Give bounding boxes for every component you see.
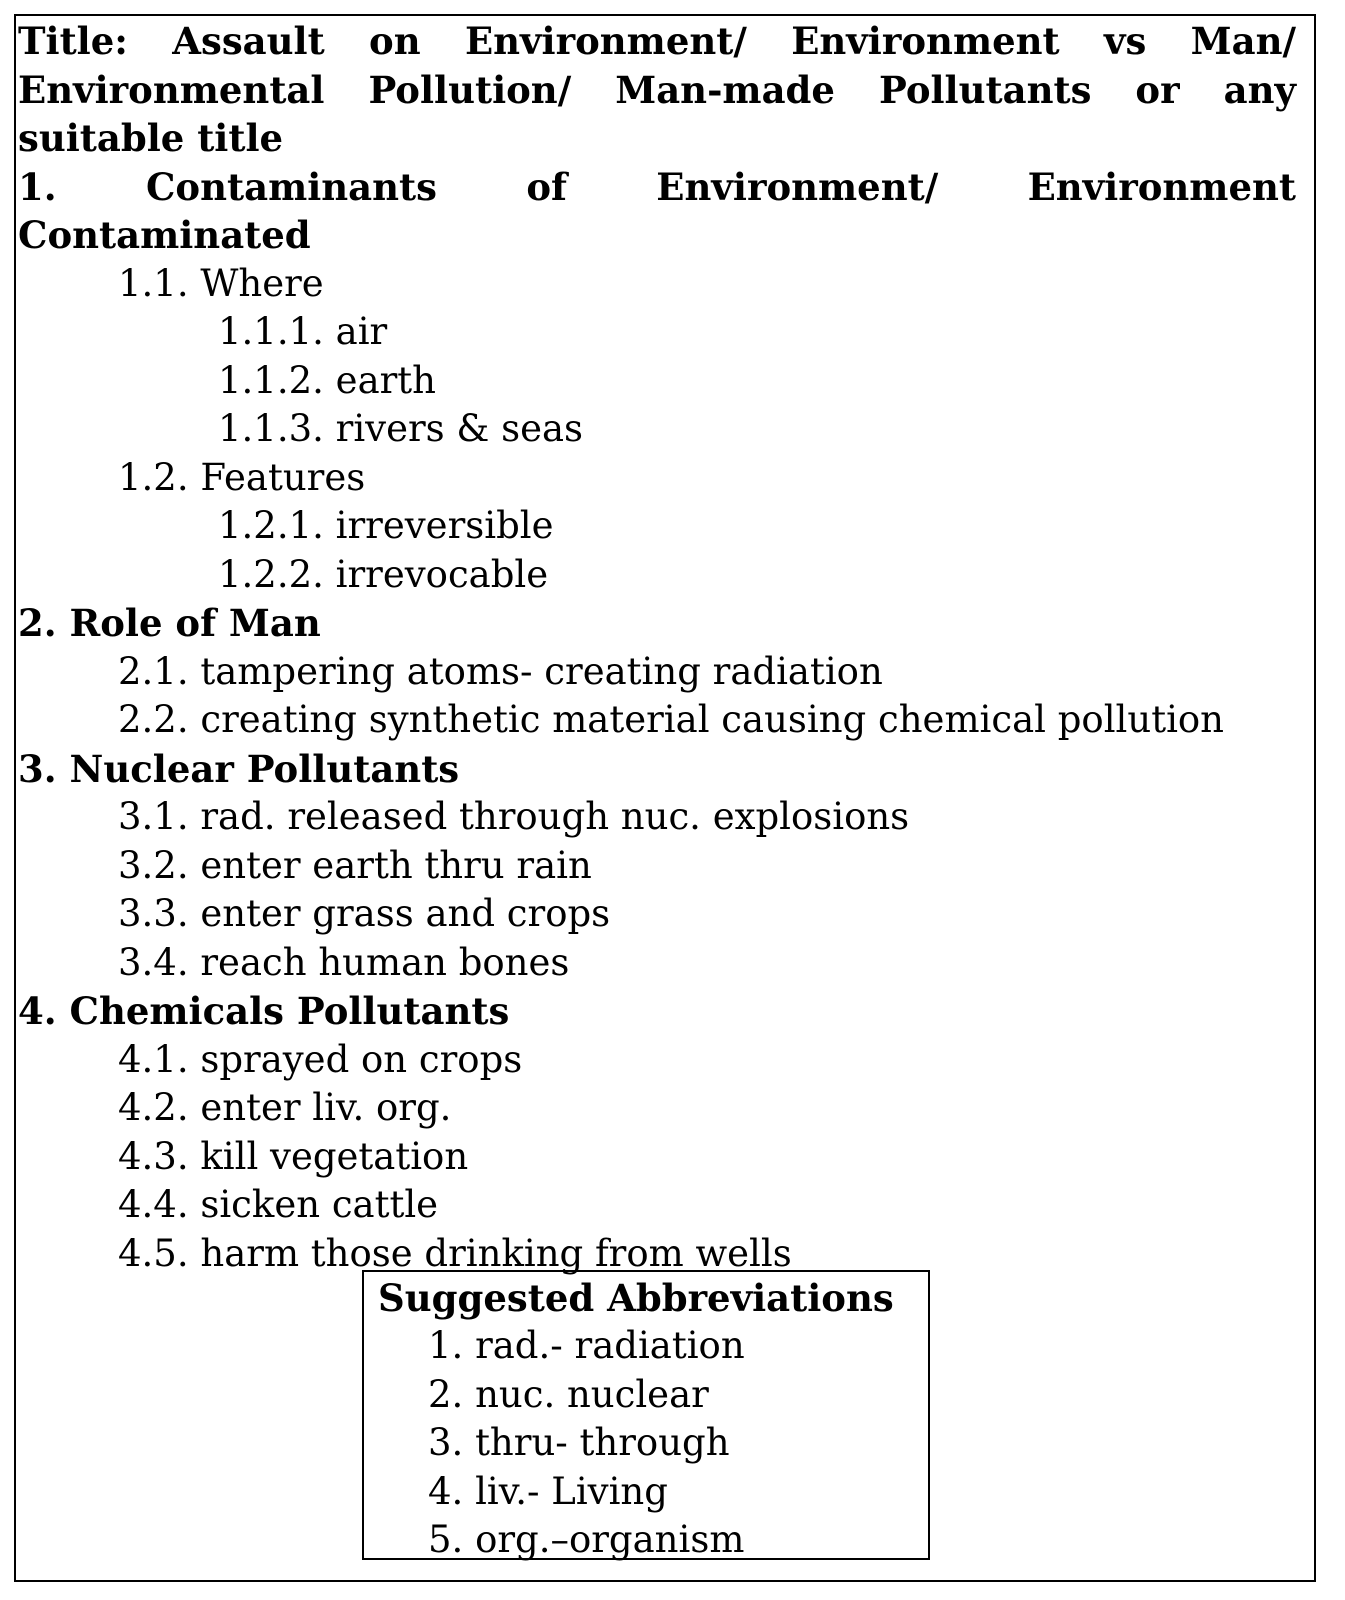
subpoint-3-3: 3.3. enter grass and crops [118, 892, 611, 935]
abbreviation-item-1: 1. rad.- radiation [428, 1324, 745, 1367]
abbreviation-item-4: 4. liv.- Living [428, 1469, 668, 1513]
subpoint-4-3: 4.3. kill vegetation [118, 1134, 469, 1178]
abbreviation-item-2: 2. nuc. nuclear [428, 1372, 709, 1416]
subpoint-4-2: 4.2. enter liv. org. [118, 1086, 452, 1129]
section-1-heading-line-1: 1. Contaminants of Environment/ Environment [18, 164, 1296, 209]
title-line-2: Environmental Pollution/ Man-made Pollutants or any [18, 67, 1296, 112]
subpoint-2-1: 2.1. tampering atoms- creating radiation [118, 649, 883, 693]
subpoint-2-2: 2.2. creating synthetic material causing chemical pollution [118, 698, 1225, 741]
subpoint-1-2: 1.2. Features [118, 455, 366, 499]
subpoint-3-2: 3.2. enter earth thru rain [118, 843, 592, 887]
abbreviation-item-3: 3. thru- through [428, 1421, 730, 1464]
title-line-3: suitable title [18, 116, 284, 160]
subsubpoint-1-1-2: 1.1.2. earth [218, 358, 437, 402]
subsubpoint-1-1-1: 1.1.1. air [218, 310, 388, 353]
subpoint-3-4: 3.4. reach human bones [118, 940, 570, 984]
section-2-heading: 2. Role of Man [18, 601, 321, 645]
outline-content [18, 17, 1296, 1278]
subsubpoint-1-1-3: 1.1.3. rivers & seas [218, 407, 584, 450]
section-1-heading-line-2: Contaminated [18, 213, 311, 257]
abbreviations-title: Suggested Abbreviations [378, 1276, 894, 1320]
abbreviation-item-5: 5. org.–organism [428, 1518, 745, 1561]
subpoint-4-4: 4.4. sicken cattle [118, 1183, 439, 1226]
subsubpoint-1-2-1: 1.2.1. irreversible [218, 504, 554, 547]
subpoint-3-1: 3.1. rad. released through nuc. explosions [118, 795, 910, 838]
subsubpoint-1-2-2: 1.2.2. irrevocable [218, 552, 549, 596]
section-3-heading: 3. Nuclear Pollutants [18, 746, 460, 791]
abbreviations-box [362, 1270, 930, 1560]
subpoint-4-1: 4.1. sprayed on crops [118, 1037, 523, 1081]
subpoint-1-1: 1.1. Where [118, 261, 324, 305]
title-line-1: Title: Assault on Environment/ Environment vs Man/ [18, 19, 1296, 63]
subpoint-4-5: 4.5. harm those drinking from wells [118, 1231, 792, 1275]
section-4-heading: 4. Chemicals Pollutants [18, 989, 510, 1033]
